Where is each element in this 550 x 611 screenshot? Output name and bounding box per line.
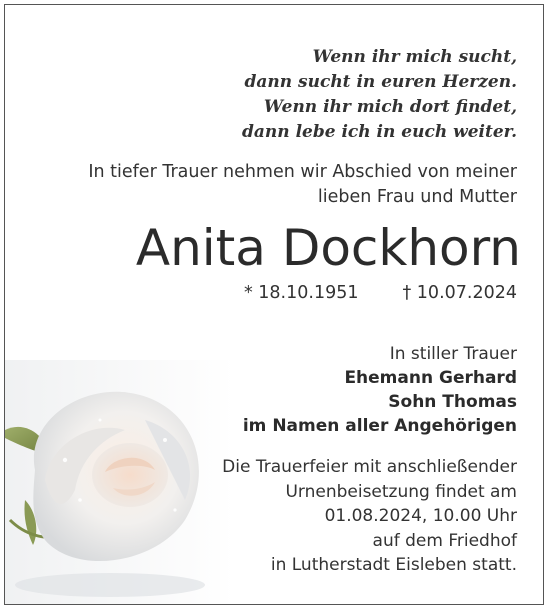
funeral-line: in Lutherstadt Eisleben statt. (270, 555, 517, 575)
funeral-line: auf dem Friedhof (372, 530, 517, 551)
mourner-name: Sohn Thomas (388, 392, 517, 412)
poem-line: Wenn ihr mich sucht, (312, 47, 517, 67)
poem-line: dann lebe ich in euch weiter. (242, 122, 517, 142)
mourners-intro: In stiller Trauer (389, 344, 517, 364)
funeral-info (222, 455, 517, 578)
poem-line: dann sucht in euren Herzen. (244, 72, 517, 92)
mourners (243, 342, 517, 438)
funeral-line: 01.08.2024, 10.00 Uhr (324, 506, 517, 526)
mourner-name: im Namen aller Angehörigen (242, 416, 517, 436)
white-rose-image (5, 360, 235, 605)
intro-line: In tiefer Trauer nehmen wir Abschied von meiner (88, 162, 517, 182)
obituary-notice (4, 4, 544, 605)
intro-line: lieben Frau und Mutter (317, 187, 517, 207)
funeral-line: Urnenbeisetzung findet am (285, 481, 517, 502)
birth-date: * 18.10.1951 (243, 283, 359, 303)
funeral-line: Die Trauerfeier mit anschließender (222, 457, 517, 477)
poem-line: Wenn ihr mich dort findet, (263, 97, 517, 117)
poem (242, 45, 517, 145)
death-date: † 10.07.2024 (402, 283, 517, 303)
mourner-name: Ehemann Gerhard (344, 368, 517, 388)
intro-text (88, 160, 517, 210)
deceased-name: Anita Dockhorn (135, 219, 521, 277)
life-dates (244, 281, 517, 305)
